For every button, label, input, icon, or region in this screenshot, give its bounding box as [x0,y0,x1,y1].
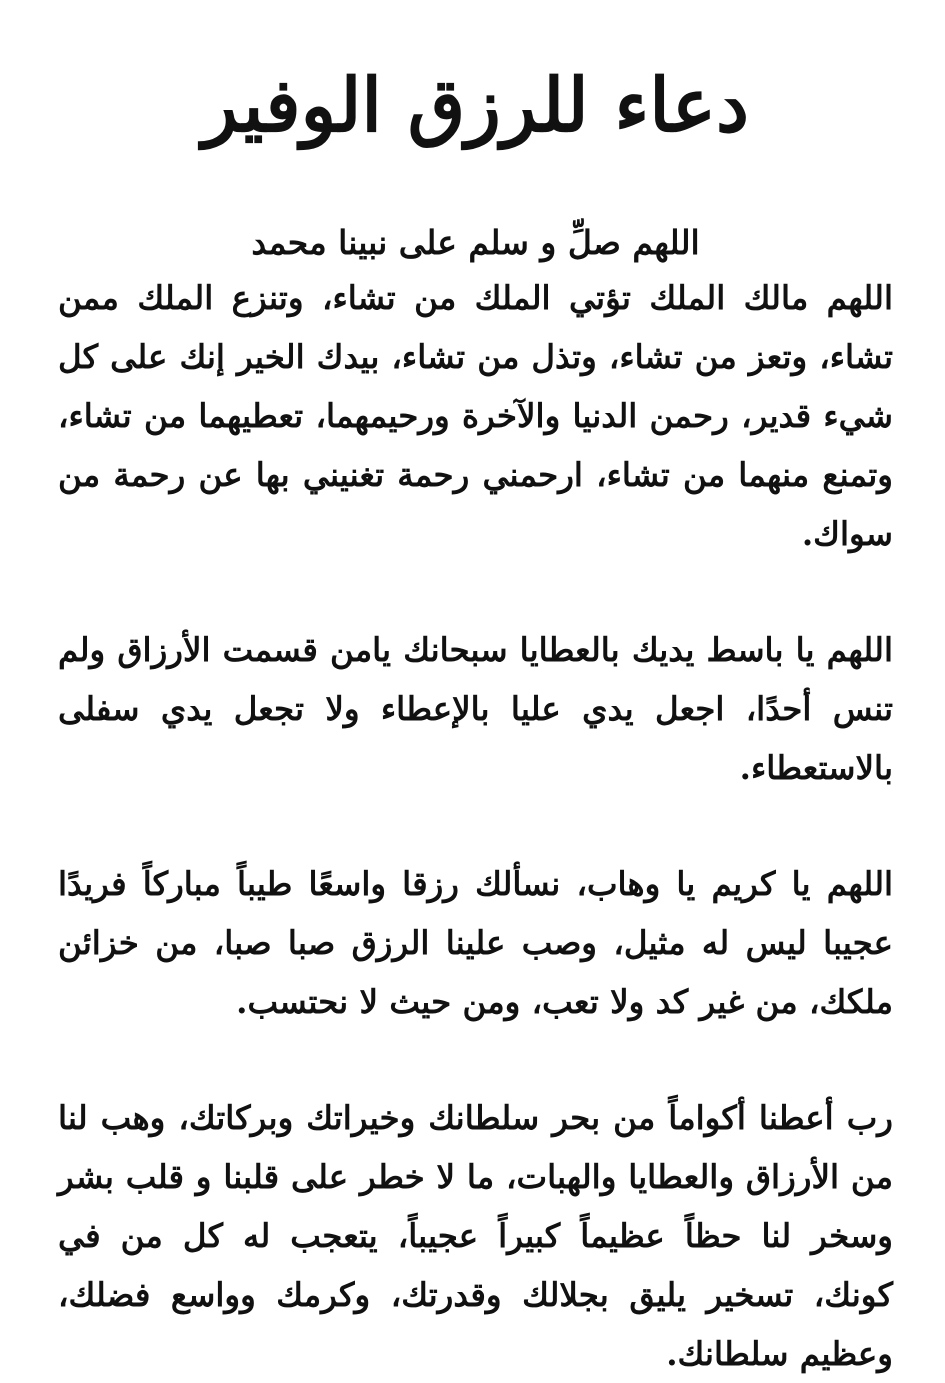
page-title: دعاء للرزق الوفير [202,63,749,149]
prayer-paragraph-1: اللهم مالك الملك تؤتي الملك من تشاء، وتنزع الملك ممن تشاء، وتعز من تشاء، وتذل من تشاء، بيدك الخير إنك على كل شيء قدير، رحمن الدنيا والآخرة ورحيمهما، تعطيهما من تشاء، وتمنع منهما من تشاء، ارحمني رحمة تغنيني بها عن رحمة من سواك. [58,278,893,553]
prayer-paragraph-4: رب أعطنا أكواماً من بحر سلطانك وخيراتك وبركاتك، وهب لنا من الأرزاق والعطايا والهبات، ما لا خطر على قلبنا و قلب بشر وسخر لنا حظاً عظيماً كبيراً عجيباً، يتعجب له كل من في كونك، تسخير يليق بجلالك وقدرتك، وكرمك وواسع فضلك، وعظيم سلطانك. [58,1098,893,1373]
prayer-paragraph-3: اللهم يا كريم يا وهاب، نسألك رزقا واسعًا طيباً مباركاً فريدًا عجيبا ليس له مثيل، وصب علينا الرزق صبا صبا، من خزائن ملكك، من غير كد ولا تعب، ومن حيث لا نحتسب. [58,864,893,1021]
salutation-line: اللهم صلِّ و سلم على نبينا محمد [251,223,700,262]
prayer-paragraph-2: اللهم يا باسط يديك بالعطايا سبحانك يامن قسمت الأرزاق ولم تنس أحدًا، اجعل يدي عليا بالإعطاء ولا تجعل يدي سفلى بالاستعطاء. [58,630,893,787]
